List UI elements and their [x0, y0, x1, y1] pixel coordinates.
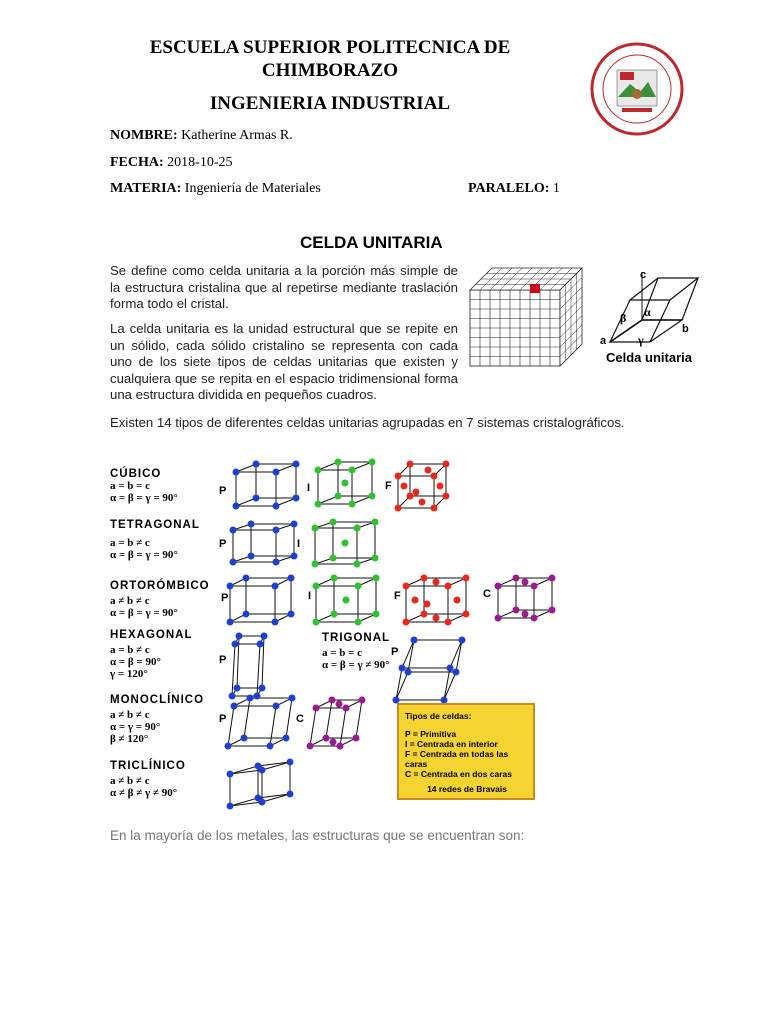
lattice-letter-f: F: [394, 590, 401, 602]
date-row: [110, 155, 233, 171]
paragraph-definition: Se define como celda unitaria a la porción más simple de la estructura cristalina que al repetirse mediante traslación forma todo el cristal.: [110, 263, 458, 311]
axis-a-label: a: [600, 335, 607, 347]
axis-c-label: c: [640, 269, 647, 281]
closing-paragraph: En la mayoría de los metales, las estructuras que se encuentran son:: [110, 828, 525, 843]
lattice-letter-f: F: [385, 480, 392, 492]
system-name: TETRAGONAL: [110, 519, 200, 531]
system-param: a = b = c: [322, 647, 363, 659]
system-param: α ≠ β ≠ γ ≠ 90°: [110, 787, 178, 799]
system-triclinic: [110, 760, 186, 799]
legend-item: I = Centrada en interior: [405, 739, 498, 749]
system-param: a = b ≠ c: [110, 644, 150, 656]
crystal-lattice-cube-icon: [470, 268, 582, 366]
legend-title: Tipos de celdas:: [405, 711, 472, 721]
school-name-line1: ESCUELA SUPERIOR POLITECNICA DE: [149, 37, 511, 58]
date-value: 2018-10-25: [167, 155, 233, 170]
lattice-letter-p: P: [219, 713, 227, 725]
system-param: β ≠ 120°: [110, 733, 149, 745]
school-name: [110, 36, 550, 82]
section-title: CELDA UNITARIA: [300, 233, 443, 252]
parallel-row: [468, 181, 560, 197]
lattice-letter-p: P: [219, 654, 227, 666]
system-param: α = γ = 90°: [110, 721, 161, 733]
highlight-cell: [530, 284, 540, 293]
system-hexagonal: [110, 629, 192, 680]
system-param: γ = 120°: [110, 668, 148, 680]
legend-item: C = Centrada en dos caras: [405, 769, 513, 779]
paragraph-14-types: Existen 14 tipos de diferentes celdas unitarias agrupadas en 7 sistemas cristalográficos.: [110, 415, 625, 430]
axis-b-label: b: [682, 323, 689, 335]
system-trigonal: [322, 632, 390, 671]
system-name: TRICLÍNICO: [110, 760, 186, 772]
lattice-letter-c: C: [483, 588, 491, 600]
system-param: a = b = c: [110, 480, 151, 492]
system-param: a = b ≠ c: [110, 537, 150, 549]
system-param: α = β = γ = 90°: [110, 492, 178, 504]
system-name: HEXAGONAL: [110, 629, 193, 641]
lattice-letter-i: I: [308, 590, 312, 602]
system-param: a ≠ b ≠ c: [110, 709, 150, 721]
system-monoclinic: [110, 694, 204, 745]
date-label: FECHA:: [110, 155, 164, 170]
system-param: α = β = γ = 90°: [110, 549, 178, 561]
cell-types-legend: [397, 703, 535, 800]
angle-gamma-label: γ: [638, 333, 644, 347]
legend-bravais: 14 redes de Bravais: [427, 784, 507, 794]
system-orthorhombic: [110, 580, 210, 619]
system-name: ORTORÓMBICO: [110, 580, 210, 592]
parallel-label: PARALELO:: [468, 181, 550, 196]
subject-row: [110, 181, 321, 197]
lattice-letter-p: P: [219, 538, 227, 550]
lattice-letter-c: C: [296, 713, 304, 725]
system-name: MONOCLÍNICO: [110, 694, 205, 706]
legend-item: F = Centrada en todas las caras: [405, 749, 509, 769]
system-param: α = β = γ = 90°: [110, 607, 178, 619]
unit-cell-caption: Celda unitaria: [606, 350, 692, 365]
paragraph-unit-cell: La celda unitaria es la unidad estructural que se repite en un sólido, cada sólido cristalino se representa con cada uno de los siete tipos de celdas unitarias que existen y cualquiera que se repita en el espacio tridimensional forma una estructura dividida en pequeños cuadros.: [110, 321, 458, 402]
lattice-letter-p: P: [219, 485, 227, 497]
angle-alpha-label: α: [644, 305, 651, 319]
system-param: a ≠ b ≠ c: [110, 595, 150, 607]
system-cubic: [110, 468, 178, 504]
parallel-value: 1: [552, 181, 560, 196]
legend-item: P = Primitiva: [405, 729, 457, 739]
lattice-letter-p: P: [391, 646, 399, 658]
system-name: CÚBICO: [110, 468, 162, 480]
name-value: Katherine Armas R.: [181, 128, 293, 143]
lattice-letter-i: I: [297, 538, 301, 550]
unit-cell-figure: [460, 262, 700, 370]
name-label: NOMBRE:: [110, 128, 178, 143]
school-name-line2: CHIMBORAZO: [261, 60, 399, 81]
system-param: α = β = γ ≠ 90°: [322, 659, 390, 671]
lattice-letter-i: I: [307, 482, 311, 494]
angle-beta-label: β: [620, 311, 627, 325]
university-seal-logo: [590, 42, 684, 136]
system-name: TRIGONAL: [322, 632, 391, 644]
system-tetragonal: [110, 519, 200, 561]
subject-value: Ingeniería de Materiales: [184, 181, 321, 196]
system-param: a ≠ b ≠ c: [110, 775, 150, 787]
system-param: α = β = 90°: [110, 656, 161, 668]
subject-label: MATERIA:: [110, 181, 182, 196]
lattice-letter-p: P: [221, 592, 229, 604]
name-row: [110, 128, 293, 144]
faculty-name: INGENIERIA INDUSTRIAL: [209, 93, 451, 114]
